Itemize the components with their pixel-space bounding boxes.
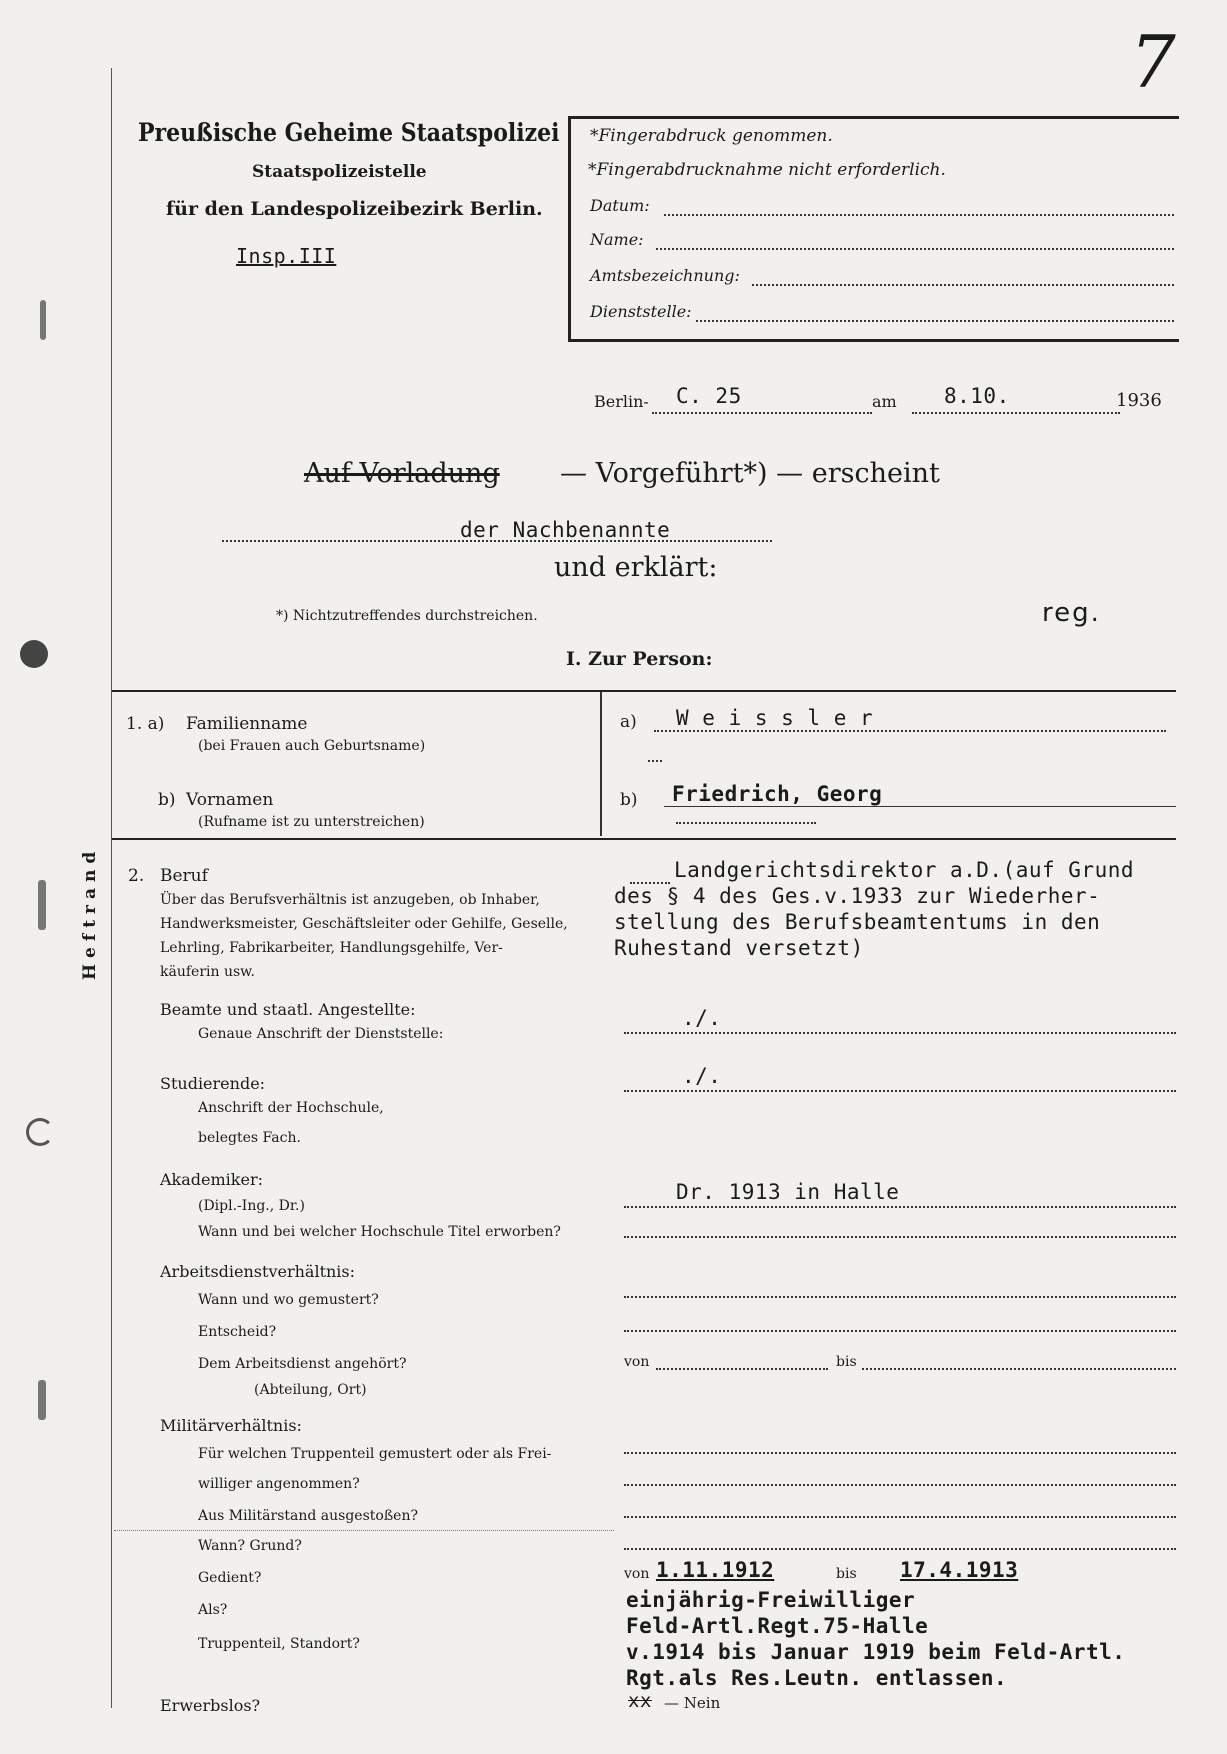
akademiker-value: Dr. 1913 in Halle (676, 1180, 900, 1204)
arbeitsdienst-line2 (624, 1330, 1176, 1332)
militaer-value-4: Rgt.als Res.Leutn. entlassen. (626, 1666, 1008, 1690)
militaer-bis-label: bis (836, 1566, 857, 1582)
inspection-unit: Insp.III (236, 244, 337, 268)
militaer-von-label: von (624, 1566, 650, 1582)
beruf-desc-3: Lehrling, Fabrikarbeiter, Handlungsgehilfe, Ver- (160, 940, 503, 956)
arbeitsdienst-sub3: Dem Arbeitsdienst angehört? (198, 1356, 407, 1372)
militaer-sub2: williger angenommen? (198, 1476, 360, 1492)
beruf-number: 2. (128, 866, 145, 886)
beruf-desc-2: Handwerksmeister, Geschäftsleiter oder Gehilfe, Geselle, (160, 916, 568, 932)
margin-line (111, 68, 112, 1708)
dienststelle-label: Dienststelle: (590, 302, 692, 321)
akademiker-sub1: (Dipl.-Ing., Dr.) (198, 1198, 305, 1214)
arbeitsdienst-von-label: von (624, 1354, 650, 1370)
und-erklaert: und erklärt: (554, 552, 718, 583)
district-value: C. 25 (676, 384, 742, 408)
beruf-value-3: stellung des Berufsbeamtentums in den (614, 910, 1101, 934)
year-value: 1936 (1116, 390, 1162, 411)
punch-hole (20, 640, 48, 668)
militaer-sub6: Als? (198, 1602, 228, 1618)
familienname-label: Familienname (186, 714, 308, 734)
beruf-desc-4: käuferin usw. (160, 964, 255, 980)
margin-smudge (38, 880, 46, 930)
nachbenannte: der Nachbenannte (460, 518, 671, 542)
berlin-label: Berlin- (594, 392, 649, 411)
militaer-sub1: Für welchen Truppenteil gemustert oder als Frei- (198, 1446, 552, 1462)
arbeitsdienst-von-line (656, 1368, 828, 1370)
fingerprint-taken: *Fingerabdruck genommen. (590, 126, 833, 146)
arbeitsdienst-sub2: Entscheid? (198, 1324, 277, 1340)
militaer-sub3: Aus Militärstand ausgestoßen? (198, 1508, 418, 1524)
familienname-marker: a) (620, 712, 637, 732)
agency-district: für den Landespolizeibezirk Berlin. (166, 198, 543, 220)
militaer-sub5: Gedient? (198, 1570, 262, 1586)
arbeitsdienst-bis-line (862, 1368, 1176, 1370)
section1-divider (600, 692, 602, 836)
militaer-sub7: Truppenteil, Standort? (198, 1636, 360, 1652)
familienname-value: W e i s s l e r (676, 706, 874, 730)
studierende-sub1: Anschrift der Hochschule, (198, 1100, 384, 1116)
militaer-sub4: Wann? Grund? (198, 1538, 302, 1554)
arbeitsdienst-line1 (624, 1296, 1176, 1298)
district-field (652, 412, 872, 414)
militaer-value-3: v.1914 bis Januar 1919 beim Feld-Artl. (626, 1640, 1126, 1664)
punch-hole-ring (26, 1118, 54, 1146)
militaer-line1 (624, 1452, 1176, 1454)
beruf-label: Beruf (160, 866, 208, 886)
beruf-desc-1: Über das Berufsverhältnis ist anzugeben, ob Inhaber, (160, 892, 540, 908)
beamte-label: Beamte und staatl. Angestellte: (160, 1000, 416, 1019)
vornamen-hint: (Rufname ist zu unterstreichen) (198, 814, 425, 830)
akademiker-label: Akademiker: (160, 1170, 263, 1189)
arbeitsdienst-bis-label: bis (836, 1354, 857, 1370)
name-field (656, 248, 1174, 250)
vornamen-number: b) (158, 790, 176, 810)
militaer-label: Militärverhältnis: (160, 1416, 302, 1435)
arbeitsdienst-sub4: (Abteilung, Ort) (254, 1382, 367, 1398)
militaer-line3 (624, 1516, 1176, 1518)
section1-top-rule (112, 690, 1176, 692)
amtsbezeichnung-label: Amtsbezeichnung: (590, 266, 740, 285)
erwerbslos-struck-mark: xx (628, 1690, 652, 1712)
beamte-sub: Genaue Anschrift der Dienststelle: (198, 1026, 444, 1042)
akademiker-line (624, 1206, 1176, 1208)
akademiker-line2 (624, 1236, 1176, 1238)
familienname-hint: (bei Frauen auch Geburtsname) (198, 738, 426, 754)
militaer-faint-rule (114, 1530, 614, 1531)
auf-vorladung-struck: Auf Vorladung (304, 458, 500, 489)
datum-field (664, 214, 1174, 216)
militaer-value-1: einjährig-Freiwilliger (626, 1588, 916, 1612)
amtsbezeichnung-field (752, 284, 1174, 286)
fingerprint-not-required: *Fingerabdrucknahme nicht erforderlich. (588, 160, 946, 180)
footnote: *) Nichtzutreffendes durchstreichen. (276, 608, 538, 624)
studierende-label: Studierende: (160, 1074, 266, 1093)
studierende-value: ./. (682, 1064, 722, 1088)
vornamen-line (664, 806, 1176, 807)
heading-vorgefuehrt: — Vorgeführt*) — erscheint (560, 458, 940, 489)
vornamen-marker: b) (620, 790, 638, 810)
familienname-number: 1. a) (126, 714, 165, 734)
heftrand-label: Heftrand (80, 845, 100, 980)
familienname-line2 (648, 760, 662, 762)
akademiker-sub2: Wann und bei welcher Hochschule Titel erworben? (198, 1224, 561, 1240)
section-title: I. Zur Person: (566, 648, 713, 670)
beruf-value-4: Ruhestand versetzt) (614, 936, 864, 960)
date-value: 8.10. (944, 384, 1010, 408)
am-label: am (872, 392, 897, 411)
arbeitsdienst-sub1: Wann und wo gemustert? (198, 1292, 379, 1308)
vornamen-value: Friedrich, Georg (672, 782, 883, 806)
vornamen-label: Vornamen (186, 790, 274, 810)
beruf-value-1: Landgerichtsdirektor a.D.(auf Grund (674, 858, 1135, 882)
studierende-line (624, 1090, 1176, 1092)
date-field (912, 412, 1120, 414)
datum-label: Datum: (590, 196, 650, 215)
page-number: 7 (1130, 20, 1176, 104)
margin-smudge (38, 1380, 46, 1420)
familienname-line (654, 730, 1166, 732)
erwerbslos-label: Erwerbslos? (160, 1696, 261, 1715)
section2-top-rule (112, 838, 1176, 840)
margin-smudge (40, 300, 46, 340)
militaer-value-2: Feld-Artl.Regt.75-Halle (626, 1614, 929, 1638)
militaer-line4 (624, 1548, 1176, 1550)
beamte-value: ./. (682, 1006, 722, 1030)
militaer-von-value: 1.11.1912 (656, 1558, 775, 1582)
dienststelle-field (696, 320, 1174, 322)
beamte-line (624, 1032, 1176, 1034)
militaer-bis-value: 17.4.1913 (900, 1558, 1019, 1582)
reg-mark: reg. (1042, 598, 1101, 628)
arbeitsdienst-label: Arbeitsdienstverhältnis: (160, 1262, 356, 1281)
militaer-line2 (624, 1484, 1176, 1486)
rufname-underline (676, 822, 816, 824)
name-label: Name: (590, 230, 644, 249)
beruf-value-2: des § 4 des Ges.v.1933 zur Wiederher- (614, 884, 1101, 908)
studierende-sub2: belegtes Fach. (198, 1130, 301, 1146)
agency-office: Staatspolizeistelle (252, 162, 427, 182)
agency-name: Preußische Geheime Staatspolizei (138, 118, 560, 148)
erwerbslos-value: — Nein (664, 1694, 721, 1712)
